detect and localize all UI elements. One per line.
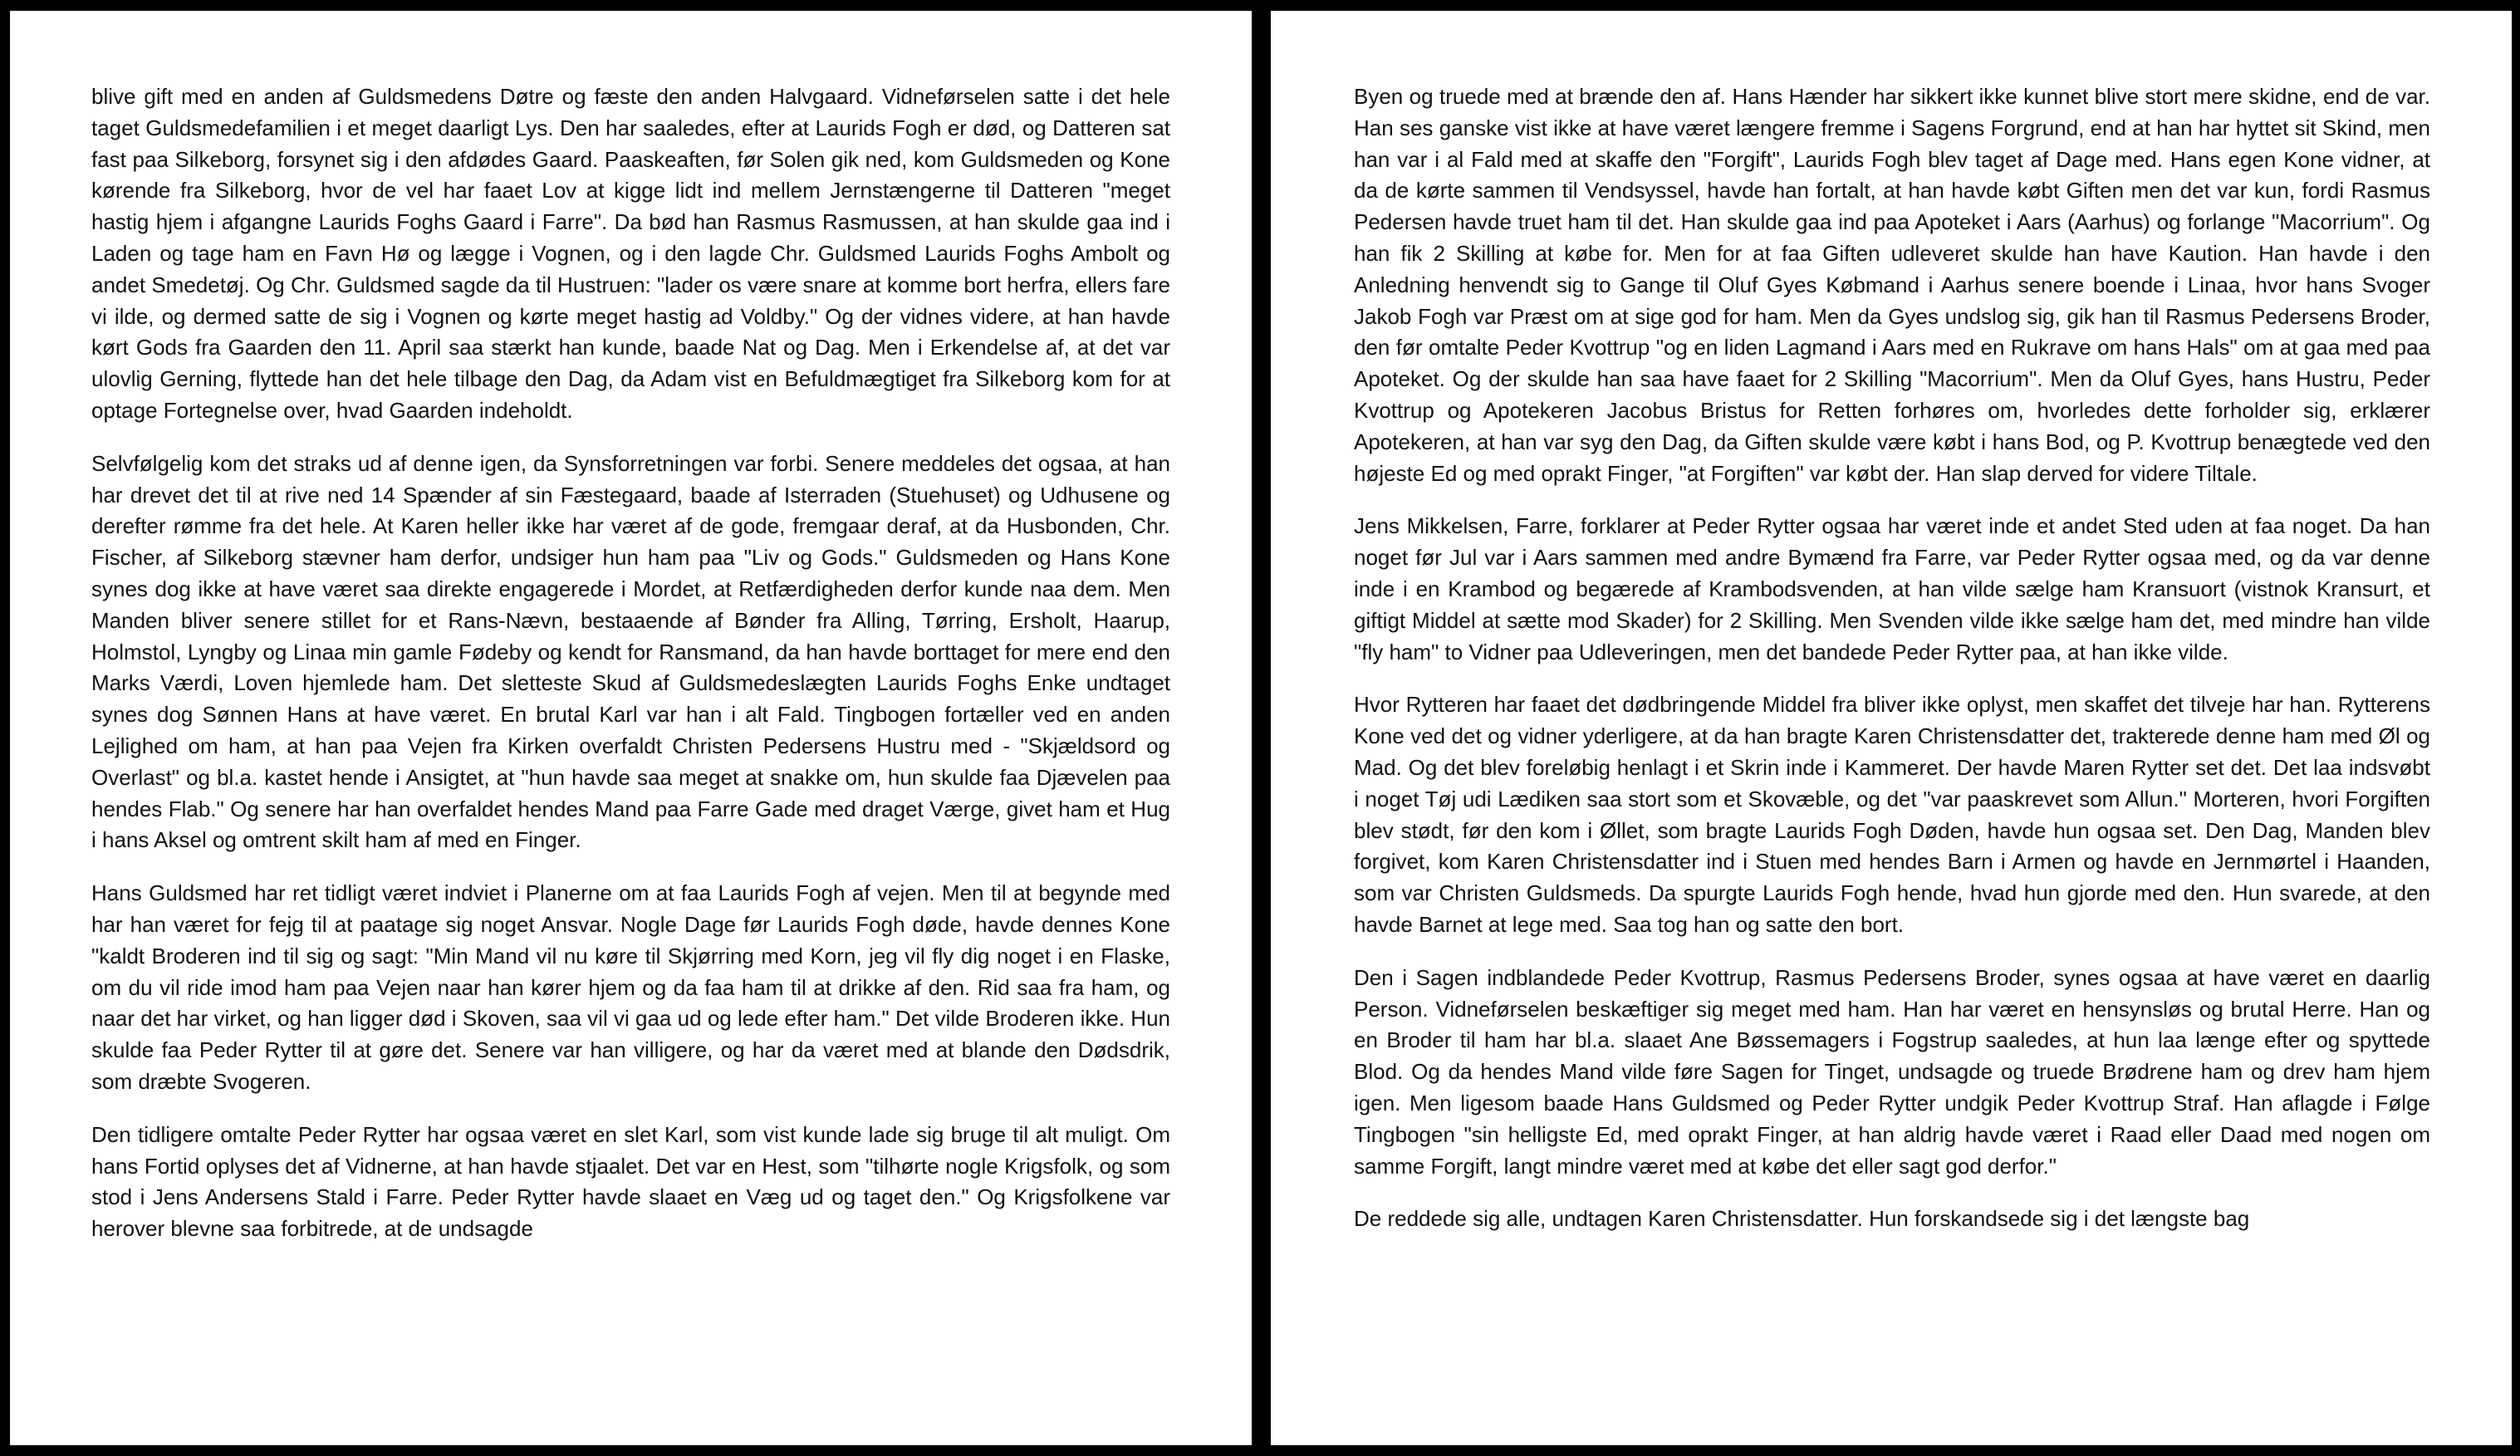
right-paragraph-1: Byen og truede med at brænde den af. Hans Hænder har sikkert ikke kunnet blive stort mere skidne, end de var. Han ses ganske vist ikke at have været længere fremme i Sagens Forgrund, end at han har hyttet sit Skind, men han var i al Fald med at skaffe den "Forgift", Laurids Fogh blev taget af Dage med. Hans egen Kone vidner, at da de kørte sammen til Vendsyssel, havde han fortalt, at han havde købt Giften men det var kun, fordi Rasmus Pedersen havde truet ham til det. Han skulde gaa ind paa Apoteket i Aars (Aarhus) og forlange "Macorrium". Og han fik 2 Skilling at købe for. Men for at faa Giften udleveret skulde han have Kaution. Han havde i den Anledning henvendt sig to Gange til Oluf Gyes Købmand i Aarhus senere boende i Linaa, hvor hans Svoger Jakob Fogh var Præst om at sige god for ham. Men da Gyes undslog sig, gik han til Rasmus Pedersens Broder, den før omtalte Peder Kvottrup "og en liden Lagmand i Aars med en Rukrave om hans Hals" om at gaa med paa Apoteket. Og der skulde han saa have faaet for 2 Skilling "Macorrium". Men da Oluf Gyes, hans Hustru, Peder Kvottrup og Apotekeren Jacobus Bristus for Retten forhøres om, hvorledes dette forholder sig, erklærer Apotekeren, at han var syg den Dag, da Giften skulde være købt i hans Bod, og P. Kvottrup benægtede ved den højeste Ed og med oprakt Finger, "at Forgiften" var købt der. Han slap derved for videre Tiltale.	[1354, 84, 2430, 486]
right-paragraph-4: Den i Sagen indblandede Peder Kvottrup, Rasmus Pedersens Broder, synes ogsaa at have været en daarlig Person. Vidneførselen beskæftiger sig meget med ham. Han har været en hensynsløs og brutal Herre. Han og en Broder til ham har bl.a. slaaet Ane Bøssemagers i Fogstrup saaledes, at hun laa længe efter og spyttede Blod. Og da hendes Mand vilde føre Sagen for Tinget, undsagde og truede Brødrene ham og drev ham hjem igen. Men ligesom baade Hans Guldsmed og Peder Rytter undgik Peder Kvottrup Straf. Han aflagde i Følge Tingbogen "sin helligste Ed, med oprakt Finger, at han aldrig havde været i Raad eller Daad med nogen om samme Forgift, langt mindre været med at købe det eller sagt god derfor."	[1354, 964, 2430, 1179]
left-paragraph-3: Hans Guldsmed har ret tidligt været indviet i Planerne om at faa Laurids Fogh af vejen. Men til at begynde med har han været for fejg til at paatage sig noget Ansvar. Nogle Dage før Laurids Fogh døde, havde dennes Kone "kaldt Broderen ind til sig og sagt: "Min Mand vil nu køre til Skjørring med Korn, jeg vil fly dig noget i en Flaske, om du vil ride imod ham paa Vejen naar han kører hjem og da faa ham til at drikke af den. Rid saa fra ham, og naar det har virket, og han ligger død i Skoven, saa vil vi gaa ud og lede efter ham." Det vilde Broderen ikke. Hun skulde faa Peder Rytter til at gøre det. Senere var han villigere, og har da været med at blande den Dødsdrik, som dræbte Svogeren.	[91, 880, 1170, 1094]
left-page	[10, 11, 1252, 1445]
right-page	[1271, 11, 2512, 1445]
right-paragraph-3: Hvor Rytteren har faaet det dødbringende Middel fra bliver ikke oplyst, men skaffet det tilveje har han. Rytterens Kone ved det og vidner yderligere, at da han bragte Karen Christensdatter det, trakterede denne ham med Øl og Mad. Og det blev foreløbig henlagt i et Skrin inde i Kammeret. Der havde Maren Rytter set det. Det laa indsvøbt i noget Tøj udi Lædiken saa stort som et Skovæble, og det "var paaskrevet som Allun." Morteren, hvori Forgiften blev stødt, før den kom i Øllet, som bragte Laurids Fogh Døden, havde hun ogsaa set. Den Dag, Manden blev forgivet, kom Karen Christensdatter ind i Stuen med hendes Barn i Armen og havde en Jernmørtel i Haanden, som var Christen Guldsmeds. Da spurgte Laurids Fogh hende, hvad hun gjorde med den. Hun svarede, at den havde Barnet at lege med. Saa tog han og satte den bort.	[1354, 692, 2430, 937]
right-paragraph-5: De reddede sig alle, undtagen Karen Christensdatter. Hun forskandsede sig i det længste bag	[1354, 1206, 2250, 1232]
left-paragraph-2: Selvfølgelig kom det straks ud af denne igen, da Synsforretningen var forbi. Senere meddeles det ogsaa, at han har drevet det til at rive ned 14 Spænder af sin Fæstegaard, baade af Isterraden (Stuehuset) og Udhusene og derefter rømme fra det hele. At Karen heller ikke har været af de gode, fremgaar deraf, at da Husbonden, Chr. Fischer, af Silkeborg stævner ham derfor, undsiger hun ham paa "Liv og Gods." Guldsmeden og Hans Kone synes dog ikke at have været saa direkte engagerede i Mordet, at Retfærdigheden derfor kunde naa dem. Men Manden bliver senere stillet for et Rans-Nævn, bestaaende af Bønder fra Alling, Tørring, Ersholt, Haarup, Holmstol, Lyngby og Linaa min gamle Fødeby og kendt for Ransmand, da han havde borttaget for mere end den Marks Værdi, Loven hjemlede ham. Det sletteste Skud af Guldsmedeslægten Laurids Foghs Enke undtaget synes dog Sønnen Hans at have været. En brutal Karl var han i alt Fald. Tingbogen fortæller ved en anden Lejlighed om ham, at han paa Vejen fra Kirken overfaldt Christen Pedersens Hustru med - "Skjældsord og Overlast" og bl.a. kastet hende i Ansigtet, at "hun havde saa meget at snakke om, hun skulde faa Djævelen paa hendes Flab." Og senere har han overfaldet hendes Mand paa Farre Gade med draget Værge, givet ham et Hug i hans Aksel og omtrent skilt ham af med en Finger.	[91, 450, 1170, 853]
left-paragraph-1: blive gift med en anden af Guldsmedens Døtre og fæste den anden Halvgaard. Vidneførselen satte i det hele taget Guldsmedefamilien i et meget daarligt Lys. Den har saaledes, efter at Laurids Fogh er død, og Datteren sat fast paa Silkeborg, forsynet sig i den afdødes Gaard. Paaskeaften, før Solen gik ned, kom Guldsmeden og Kone kørende fra Silkeborg, hvor de vel har faaet Lov at kigge lidt ind mellem Jernstængerne til Datteren "meget hastig hjem i afgangne Laurids Foghs Gaard i Farre". Da bød han Rasmus Rasmussen, at han skulde gaa ind i Laden og tage ham en Favn Hø og lægge i Vognen, og i den lagde Chr. Guldsmed Laurids Foghs Ambolt og andet Smedetøj. Og Chr. Guldsmed sagde da til Hustruen: "lader os være snare at komme bort herfra, ellers fare vi ilde, og dermed satte de sig i Vognen og kørte meget hastig ad Voldby." Og der vidnes videre, at han havde kørt Gods fra Gaarden den 11. April saa stærkt han kunde, baade Nat og Dag. Men i Erkendelse af, at det var ulovlig Gerning, flyttede han det hele tilbage den Dag, da Adam vist en Befuldmægtiget fra Silkeborg kom for at optage Fortegnelse over, hvad Gaarden indeholdt.	[91, 84, 1170, 423]
left-paragraph-4: Den tidligere omtalte Peder Rytter har ogsaa været en slet Karl, som vist kunde lade sig bruge til alt muligt. Om hans Fortid oplyses det af Vidnerne, at han havde stjaalet. Det var en Hest, som "tilhørte nogle Krigsfolk, og som stod i Jens Andersens Stald i Farre. Peder Rytter havde slaaet en Væg ud og taget den." Og Krigsfolkene var herover blevne saa forbitrede, at de undsagde	[91, 1121, 1170, 1242]
right-paragraph-2: Jens Mikkelsen, Farre, forklarer at Peder Rytter ogsaa har været inde et andet Sted uden at faa noget. Da han noget før Jul var i Aars sammen med andre Bymænd fra Farre, var Peder Rytter ogsaa med, og da var denne inde i en Krambod og begærede af Krambodsvenden, at han vilde sælge ham Kransuort (vistnok Kransurt, et giftigt Middel at sætte mod Skader) for 2 Skilling. Men Svenden vilde ikke sælge ham det, med mindre han vilde "fly ham" to Vidner paa Udleveringen, men det bandede Peder Rytter paa, at han ikke vilde.	[1354, 513, 2430, 664]
